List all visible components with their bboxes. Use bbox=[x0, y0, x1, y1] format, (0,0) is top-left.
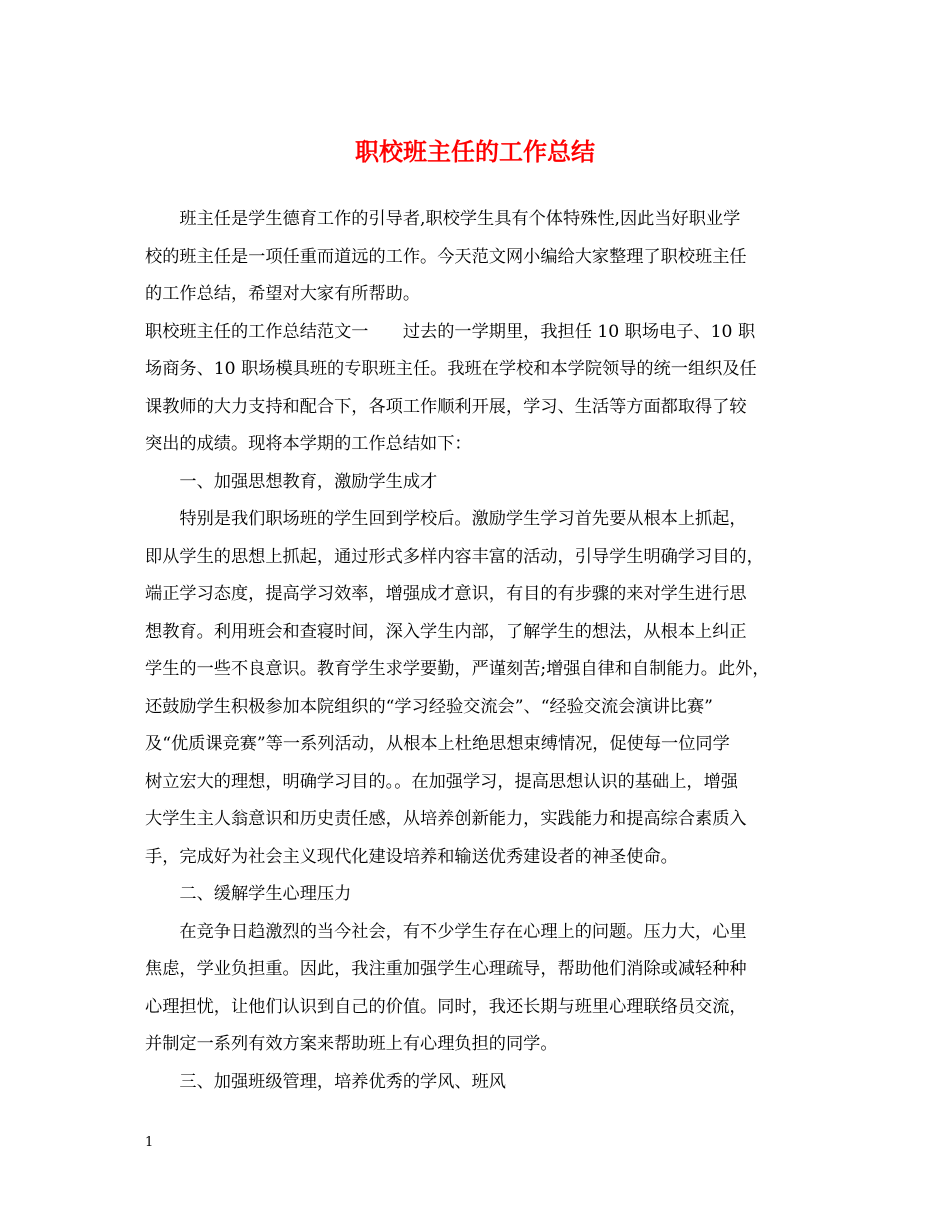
body-text-line: 一、加强思想教育，激励学生成才 bbox=[145, 471, 438, 492]
body-text-line: 及“优质课竞赛”等一系列活动，从根本上杜绝思想束缚情况，促使每一位同学 bbox=[145, 734, 730, 754]
body-text-line: 校的班主任是一项任重而道远的工作。今天范文网小编给大家整理了职校班主任 bbox=[145, 246, 747, 267]
body-text-line: 树立宏大的理想，明确学习目的。。在加强学习，提高思想认识的基础上，增强 bbox=[145, 771, 738, 792]
body-text-line: 场商务、10 职场模具班的专职班主任。我班在学校和本学院领导的统一组织及任 bbox=[145, 359, 757, 379]
body-text-line: 课教师的大力支持和配合下，各项工作顺利开展，学习、生活等方面都取得了较 bbox=[145, 396, 747, 417]
body-text-line: 焦虑，学业负担重。因此，我注重加强学生心理疏导，帮助他们消除或减轻种种 bbox=[145, 959, 747, 979]
body-text-line: 想教育。利用班会和查寝时间，深入学生内部，了解学生的想法，从根本上纠正 bbox=[145, 621, 747, 642]
body-text-line: 即从学生的思想上抓起，通过形式多样内容丰富的活动，引导学生明确学习目的， bbox=[145, 546, 764, 567]
body-text-line: 学生的一些不良意识。教育学生求学要勤，严谨刻苦;增强自律和自制能力。此外， bbox=[145, 659, 770, 679]
body-text-line: 还鼓励学生积极参加本院组织的“学习经验交流会”、“经验交流会演讲比赛” bbox=[145, 696, 713, 717]
body-text-line: 二、缓解学生心理压力 bbox=[145, 884, 352, 904]
body-text-line: 班主任是学生德育工作的引导者,职校学生具有个体特殊性,因此当好职业学 bbox=[145, 209, 741, 229]
document-title: 职校班主任的工作总结 bbox=[355, 137, 595, 166]
body-text-line: 职校班主任的工作总结范文一 过去的一学期里，我担任 10 职场电子、10 职 bbox=[145, 321, 756, 342]
page-number: 1 bbox=[145, 1135, 154, 1150]
body-text-line: 在竞争日趋激烈的当今社会，有不少学生存在心理上的问题。压力大，心里 bbox=[145, 921, 747, 942]
body-text-line: 特别是我们职场班的学生回到学校后。激励学生学习首先要从根本上抓起， bbox=[145, 509, 747, 529]
body-text-line: 突出的成绩。现将本学期的工作总结如下： bbox=[145, 434, 472, 454]
body-text-line: 手，完成好为社会主义现代化建设培养和输送优秀建设者的神圣使命。 bbox=[145, 846, 678, 867]
body-text-line: 心理担忧，让他们认识到自己的价值。同时，我还长期与班里心理联络员交流， bbox=[145, 996, 747, 1017]
body-text-line: 并制定一系列有效方案来帮助班上有心理负担的同学。 bbox=[145, 1034, 558, 1054]
body-text-line: 三、加强班级管理，培养优秀的学风、班风 bbox=[145, 1071, 506, 1092]
body-text-line: 的工作总结，希望对大家有所帮助。 bbox=[145, 284, 421, 304]
body-text-line: 端正学习态度，提高学习效率，增强成才意识，有目的有步骤的来对学生进行思 bbox=[145, 584, 747, 604]
body-text-line: 大学生主人翁意识和历史责任感，从培养创新能力，实践能力和提高综合素质入 bbox=[145, 809, 747, 829]
